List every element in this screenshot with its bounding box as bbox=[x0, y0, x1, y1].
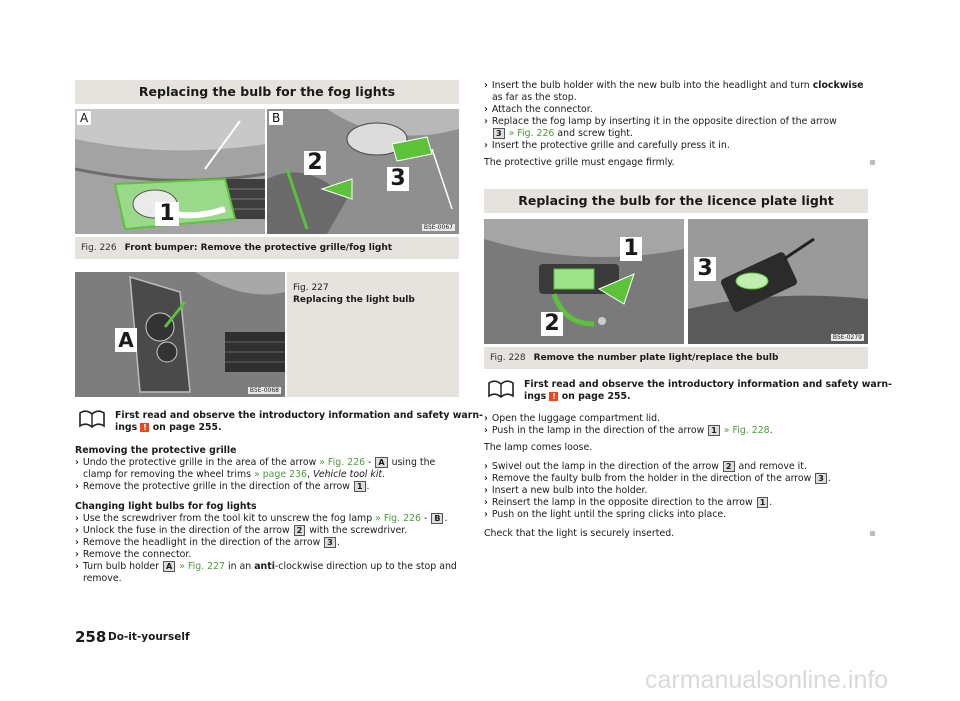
page-link[interactable]: » page 236 bbox=[253, 469, 307, 480]
fig228-callout-3: 3 bbox=[694, 257, 716, 281]
chevron-icon: › bbox=[484, 140, 488, 151]
step-line-cont bbox=[83, 469, 385, 481]
comma: , bbox=[307, 469, 310, 480]
period: . bbox=[769, 497, 773, 508]
fig227-caption-panel bbox=[287, 272, 459, 397]
italic-ref: Vehicle tool kit bbox=[312, 469, 383, 480]
chevron-icon: › bbox=[484, 461, 488, 472]
page-number: 258 bbox=[75, 628, 107, 646]
fig228-callout-2: 2 bbox=[541, 312, 563, 336]
key-badge: 1 bbox=[708, 425, 720, 436]
step-text: Attach the connector. bbox=[491, 104, 593, 115]
bold-word: anti bbox=[254, 561, 275, 572]
fig227-code: B5E-0068 bbox=[249, 387, 279, 394]
chevron-icon: › bbox=[75, 481, 79, 492]
fig228-caption-text: Remove the number plate light/replace the bulb bbox=[533, 353, 779, 363]
step-line bbox=[484, 413, 660, 425]
subheading-removing-grille: Removing the protective grille bbox=[75, 445, 237, 456]
step-text: Remove the headlight in the direction of the arrow bbox=[82, 537, 321, 548]
chevron-icon: › bbox=[484, 80, 488, 91]
bulb-holder-illustration bbox=[75, 272, 285, 397]
key-badge: B bbox=[431, 513, 443, 524]
step-text: Open the luggage compartment lid. bbox=[491, 413, 661, 424]
step-text: Remove the protective grille in the direction of the arrow bbox=[82, 481, 350, 492]
step-line-cont: remove. bbox=[83, 573, 122, 584]
step-line bbox=[484, 473, 831, 485]
intro-text-right-1: First read and observe the introductory information and safety warn- bbox=[524, 379, 892, 390]
key-badge: A bbox=[375, 457, 387, 468]
step-text: -clockwise direction up to the stop and bbox=[274, 561, 457, 572]
chapter-name: Do-it-yourself bbox=[108, 631, 190, 643]
step-line bbox=[75, 513, 447, 525]
chevron-icon: › bbox=[75, 513, 79, 524]
fig-link[interactable]: » Fig. 228 bbox=[723, 425, 770, 436]
step-text: Insert the protective grille and carefully press it in. bbox=[491, 140, 730, 151]
step-line bbox=[484, 425, 773, 437]
note-text: The protective grille must engage firmly. bbox=[484, 157, 675, 168]
chevron-icon: › bbox=[484, 413, 488, 424]
step-text: clamp for removing the wheel trims bbox=[83, 469, 251, 480]
chevron-icon: › bbox=[484, 116, 488, 127]
step-line bbox=[75, 457, 435, 469]
foglamp-illustration bbox=[267, 109, 459, 234]
callout-2: 2 bbox=[304, 151, 326, 175]
fig-link[interactable]: » Fig. 227 bbox=[179, 561, 226, 572]
step-text: Reinsert the lamp in the opposite direction to the arrow bbox=[491, 497, 753, 508]
key-badge: 2 bbox=[723, 461, 735, 472]
step-text: Push in the lamp in the direction of the arrow bbox=[491, 425, 705, 436]
period: . bbox=[382, 469, 386, 480]
step-line bbox=[484, 104, 593, 116]
intro-text-left-2 bbox=[115, 422, 222, 434]
step-text: Swivel out the lamp in the direction of the arrow bbox=[491, 461, 719, 472]
fig226-code: B5E-0067 bbox=[423, 224, 453, 231]
step-text: Unlock the fuse in the direction of the arrow bbox=[82, 525, 290, 536]
fig228-caption bbox=[484, 347, 868, 369]
chevron-icon: › bbox=[484, 509, 488, 520]
step-text: Insert a new bulb into the holder. bbox=[491, 485, 648, 496]
step-line bbox=[75, 481, 370, 493]
step-line bbox=[484, 461, 807, 473]
intro-word: ings bbox=[524, 391, 547, 402]
key-badge: 2 bbox=[294, 525, 306, 536]
fig228-photo bbox=[484, 219, 868, 344]
fig226-caption bbox=[75, 237, 459, 259]
step-line bbox=[484, 509, 726, 521]
period: . bbox=[827, 473, 831, 484]
fig-link[interactable]: » Fig. 226 bbox=[375, 513, 421, 524]
chevron-icon: › bbox=[484, 497, 488, 508]
step-text: Push on the light until the spring clicks into place. bbox=[491, 509, 727, 520]
key-badge: 1 bbox=[354, 481, 366, 492]
note-text: Check that the light is securely inserted. bbox=[484, 528, 675, 539]
section-title-licence-plate: Replacing the bulb for the licence plate light bbox=[484, 189, 868, 213]
end-mark bbox=[870, 531, 875, 536]
step-line bbox=[75, 537, 340, 549]
key-badge: 1 bbox=[757, 497, 769, 508]
period: . bbox=[366, 481, 370, 492]
chevron-icon: › bbox=[75, 457, 79, 468]
watermark: carmanualsonline.info bbox=[645, 666, 889, 694]
fig226-label-b: B bbox=[269, 111, 283, 125]
step-text: Insert the bulb holder with the new bulb into the headlight and turn bbox=[491, 80, 810, 91]
chevron-icon: › bbox=[484, 104, 488, 115]
step-line bbox=[484, 80, 864, 92]
step-line bbox=[75, 549, 191, 561]
warning-icon: ! bbox=[140, 423, 149, 432]
step-text: Undo the protective grille in the area of the arrow bbox=[82, 457, 317, 468]
step-text: Replace the fog lamp by inserting it in the opposite direction of the arrow bbox=[491, 116, 837, 127]
step-text: Use the screwdriver from the tool kit to unscrew the fog lamp bbox=[82, 513, 373, 524]
bold-word: clockwise bbox=[812, 80, 864, 91]
dash: - bbox=[368, 457, 372, 468]
step-text: and screw tight. bbox=[557, 128, 633, 139]
fig228-code: B5E-0279 bbox=[832, 334, 862, 341]
chevron-icon: › bbox=[484, 425, 488, 436]
step-line-cont bbox=[492, 128, 633, 140]
step-text: Remove the faulty bulb from the holder in the direction of the arrow bbox=[491, 473, 812, 484]
fig227-number: Fig. 227 bbox=[293, 283, 329, 293]
fig-link[interactable]: » Fig. 226 bbox=[319, 457, 366, 468]
fig228-callout-1: 1 bbox=[620, 237, 642, 261]
step-line bbox=[484, 140, 730, 152]
period: . bbox=[769, 425, 773, 436]
fig228-number: Fig. 228 bbox=[490, 353, 526, 363]
step-text: in an bbox=[228, 561, 252, 572]
chevron-icon: › bbox=[75, 525, 79, 536]
step-text: with the screwdriver. bbox=[309, 525, 408, 536]
end-mark bbox=[870, 160, 875, 165]
step-line bbox=[75, 525, 407, 537]
subheading-changing-bulbs: Changing light bulbs for fog lights bbox=[75, 501, 257, 512]
period: . bbox=[336, 537, 340, 548]
chevron-icon: › bbox=[75, 549, 79, 560]
intro-page-ref: on page 255. bbox=[152, 422, 222, 433]
key-badge: 3 bbox=[493, 128, 505, 139]
fig226-caption-text: Front bumper: Remove the protective grille/fog light bbox=[124, 243, 393, 253]
fig-link[interactable]: » Fig. 226 bbox=[508, 128, 555, 139]
note-text: The lamp comes loose. bbox=[484, 442, 593, 453]
intro-text-right-2 bbox=[524, 391, 631, 403]
callout-3: 3 bbox=[387, 167, 409, 191]
intro-word: ings bbox=[115, 422, 138, 433]
fig226-number: Fig. 226 bbox=[81, 243, 117, 253]
step-line bbox=[484, 497, 772, 509]
book-icon bbox=[487, 379, 515, 399]
warning-icon: ! bbox=[549, 392, 558, 401]
fig227-caption-text: Replacing the light bulb bbox=[293, 295, 415, 305]
fig226-photo-a bbox=[75, 109, 265, 234]
step-line-cont: as far as the stop. bbox=[492, 92, 577, 103]
chevron-icon: › bbox=[484, 485, 488, 496]
book-icon bbox=[78, 409, 106, 429]
fig227-photo bbox=[75, 272, 285, 397]
key-badge: A bbox=[163, 561, 175, 572]
step-text: using the bbox=[391, 457, 436, 468]
fig226-photo-b bbox=[267, 109, 459, 234]
step-text: and remove it. bbox=[738, 461, 807, 472]
key-badge: 3 bbox=[324, 537, 336, 548]
chevron-icon: › bbox=[484, 473, 488, 484]
intro-text-left-1: First read and observe the introductory information and safety warn- bbox=[115, 410, 483, 421]
key-badge: 3 bbox=[815, 473, 827, 484]
chevron-icon: › bbox=[75, 561, 79, 572]
dash: - bbox=[423, 513, 428, 524]
step-line bbox=[75, 561, 457, 573]
step-text: Turn bulb holder bbox=[82, 561, 160, 572]
fig226-label-a: A bbox=[77, 111, 91, 125]
fig227-label-a: A bbox=[115, 328, 137, 352]
callout-1: 1 bbox=[155, 202, 179, 226]
period: . bbox=[444, 513, 448, 524]
step-line bbox=[484, 116, 837, 128]
chevron-icon: › bbox=[75, 537, 79, 548]
step-line bbox=[484, 485, 648, 497]
step-text: Remove the connector. bbox=[82, 549, 192, 560]
intro-page-ref: on page 255. bbox=[561, 391, 631, 402]
section-title-fog-lights: Replacing the bulb for the fog lights bbox=[75, 80, 459, 104]
